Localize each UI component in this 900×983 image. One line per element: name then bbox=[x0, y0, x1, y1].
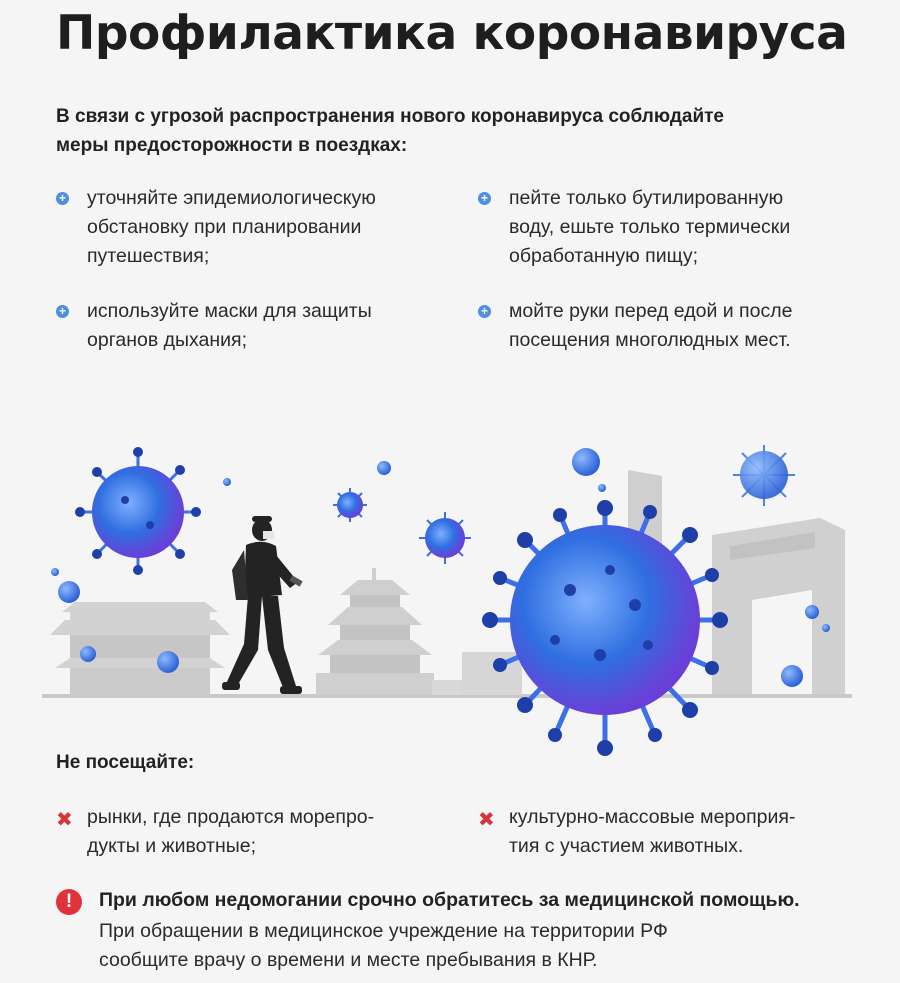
illustration-scene bbox=[0, 430, 900, 760]
temple-building bbox=[316, 568, 522, 695]
tip-line: уточняйте эпидемиологическую bbox=[87, 187, 376, 209]
tip-item bbox=[56, 297, 432, 355]
ban-line: культурно-массовые мероприя- bbox=[509, 806, 796, 828]
cctv-building bbox=[712, 518, 845, 694]
ban-line: дукты и животные; bbox=[87, 835, 257, 857]
tip-item bbox=[56, 184, 432, 271]
cross-icon: ✖ bbox=[56, 809, 73, 831]
plus-circle-icon: + bbox=[56, 192, 69, 205]
tip-line: используйте маски для защиты bbox=[87, 300, 372, 322]
cross-icon: ✖ bbox=[478, 809, 495, 831]
palace-building bbox=[50, 602, 230, 696]
intro-line-2: меры предосторожности в поездках: bbox=[56, 135, 408, 156]
tip-item bbox=[478, 297, 854, 355]
tip-line: обстановку при планировании bbox=[87, 216, 362, 238]
plus-circle-icon: + bbox=[56, 305, 69, 318]
ban-line: тия с участием животных. bbox=[509, 835, 744, 857]
tip-line: путешествия; bbox=[87, 245, 210, 267]
page-title: Профилактика коронавируса bbox=[56, 6, 848, 61]
tip-line: мойте руки перед едой и после bbox=[509, 300, 793, 322]
ban-item bbox=[56, 803, 432, 861]
tip-line: пейте только бутилированную bbox=[509, 187, 784, 209]
tip-line: посещения многолюдных мест. bbox=[509, 329, 791, 351]
intro-text bbox=[56, 102, 836, 160]
alert-text bbox=[99, 917, 869, 975]
tip-line: воду, ешьте только термически bbox=[509, 216, 791, 238]
alert-line: сообщите врачу о времени и месте пребывания в КНР. bbox=[99, 949, 598, 971]
virus-small bbox=[733, 445, 795, 506]
plus-circle-icon: + bbox=[478, 192, 491, 205]
tip-line: обработанную пищу; bbox=[509, 245, 699, 267]
walking-person bbox=[222, 516, 303, 694]
ban-item bbox=[478, 803, 854, 861]
ban-line: рынки, где продаются морепро- bbox=[87, 806, 375, 828]
exclamation-circle-icon: ! bbox=[56, 889, 82, 915]
alert-line: При обращении в медицинское учреждение на территории РФ bbox=[99, 920, 668, 942]
virus-medium bbox=[75, 447, 201, 575]
plus-circle-icon: + bbox=[478, 305, 491, 318]
no-visit-heading: Не посещайте: bbox=[56, 752, 195, 773]
alert-heading: При любом недомогании срочно обратитесь за медицинской помощью. bbox=[99, 889, 800, 911]
tip-item bbox=[478, 184, 854, 271]
virus-small bbox=[333, 488, 367, 522]
virus-large bbox=[482, 500, 728, 756]
tip-line: органов дыхания; bbox=[87, 329, 248, 351]
intro-line-1: В связи с угрозой распространения нового коронавируса соблюдайте bbox=[56, 106, 724, 127]
virus-small bbox=[419, 512, 471, 564]
